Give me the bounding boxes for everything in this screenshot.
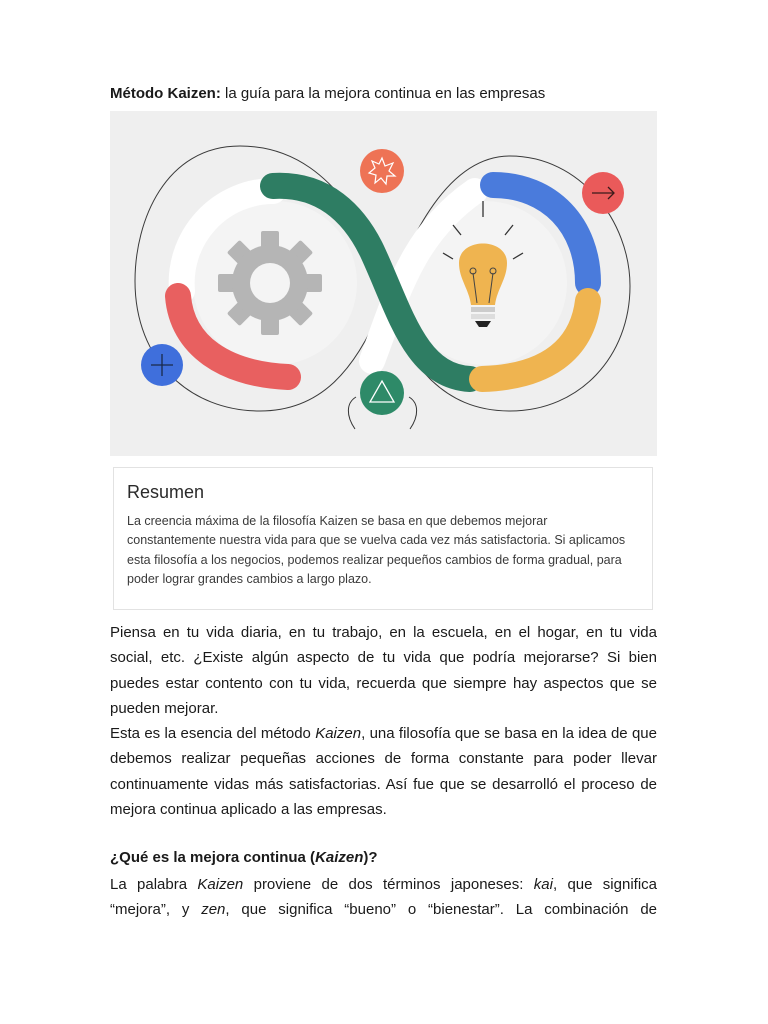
paragraph-2-end: , una filosofía que se basa en la idea de que debemos realizar pequeñas acciones de forma constante para poder llevar continuamente vidas más satisfactorias. Así fue que se desarrolló el proceso de mejora continua aplicado a las empresas. bbox=[110, 725, 657, 818]
paragraph-3-line-1 bbox=[110, 872, 657, 897]
summary-title: Resumen bbox=[127, 482, 205, 502]
section-heading-end: )? bbox=[363, 849, 378, 866]
plus-icon bbox=[141, 344, 183, 386]
arrow-right-icon bbox=[582, 172, 624, 214]
article-heading bbox=[110, 84, 660, 104]
p3-italic-3: zen bbox=[201, 901, 226, 919]
paragraph-3 bbox=[110, 872, 657, 923]
p3-text-5: , que significa “bueno” o “bienestar”. La combinación de bbox=[225, 901, 658, 919]
p3-italic-2: kai bbox=[533, 876, 553, 893]
paragraph-1: Piensa en tu vida diaria, en tu trabajo, en la escuela, en el hogar, en tu vida social, etc. ¿Existe algún aspecto de tu vida que podría mejorarse? Si bien puedes estar contento con tu vida, recuerda que siempre hay aspectos que se pueden mejorar. bbox=[110, 624, 657, 717]
illustration-svg bbox=[110, 111, 657, 456]
gear-icon bbox=[218, 231, 322, 335]
paragraph-2-start: Esta es la esencia del método bbox=[110, 725, 316, 742]
triangle-icon bbox=[360, 371, 404, 415]
paragraph-2 bbox=[110, 721, 657, 822]
summary-text: La creencia máxima de la filosofía Kaizen se basa en que debemos mejorar constantemente nuestra vida para que se vuelva cada vez más satisfactoria. Si aplicamos esta filosofía a los negocios, podemos realizar pequeños cambios de forma gradual, para poder lograr grandes cambios a largo plazo. bbox=[127, 514, 626, 586]
heading-bold: Método Kaizen: bbox=[110, 85, 221, 102]
section-heading bbox=[110, 847, 657, 869]
kaizen-infinity-illustration bbox=[110, 111, 657, 456]
section-heading-start: ¿Qué es la mejora continua ( bbox=[110, 849, 316, 866]
p3-text-1: La palabra bbox=[110, 876, 198, 893]
p3-text-2: proviene de dos términos japoneses: bbox=[243, 876, 534, 893]
p3-text-3: , que significa bbox=[552, 876, 657, 893]
starburst-icon bbox=[360, 149, 404, 193]
p3-italic-1: Kaizen bbox=[197, 876, 244, 893]
heading-rest: la guía para la mejora continua en las empresas bbox=[220, 85, 546, 102]
p3-text-4: “mejora”, y bbox=[110, 901, 202, 919]
summary-box bbox=[113, 467, 653, 610]
paragraph-3-line-2 bbox=[110, 897, 657, 922]
section-heading-italic: Kaizen bbox=[315, 849, 364, 866]
paragraph-2-italic: Kaizen bbox=[315, 725, 362, 742]
